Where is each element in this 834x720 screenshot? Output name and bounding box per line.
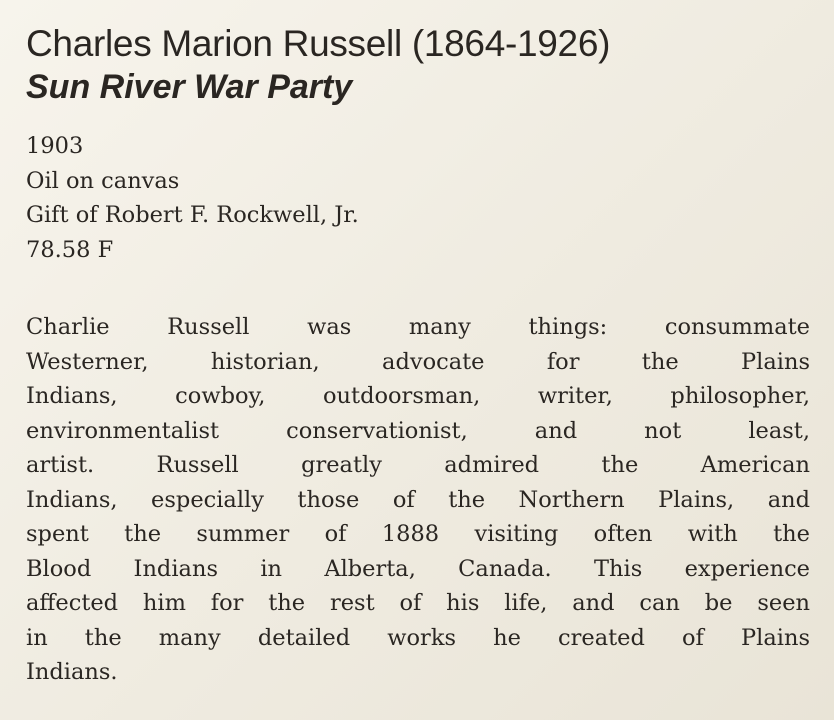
artwork-year: 1903 <box>26 133 84 159</box>
description-line: Charlie Russell was many things: consummate <box>26 314 810 340</box>
description-line: Indians. <box>26 659 118 685</box>
description-line: Westerner, historian, advocate for the Plains <box>26 348 810 375</box>
artwork-title: Sun River War Party <box>26 68 353 106</box>
artwork-medium: Oil on canvas <box>26 167 180 194</box>
artwork-description <box>26 310 810 690</box>
artist-name: Charles Marion Russell (1864-1926) <box>26 23 611 64</box>
description-line: environmentalist conservationist, and not least, <box>26 417 810 444</box>
description-line: spent the summer of 1888 visiting often with the <box>26 521 810 547</box>
accession-number: 78.58 F <box>26 236 114 263</box>
description-line: artist. Russell greatly admired the American <box>26 452 810 478</box>
description-line: Indians, cowboy, outdoorsman, writer, philosopher, <box>26 383 810 409</box>
description-line: in the many detailed works he created of Plains <box>26 624 810 651</box>
description-line: Blood Indians in Alberta, Canada. This experience <box>26 555 810 582</box>
artwork-credit: Gift of Robert F. Rockwell, Jr. <box>26 202 359 228</box>
description-line: Indians, especially those of the Northern Plains, and <box>26 486 810 513</box>
artwork-details <box>26 129 810 267</box>
description-line: affected him for the rest of his life, and can be seen <box>26 590 810 616</box>
